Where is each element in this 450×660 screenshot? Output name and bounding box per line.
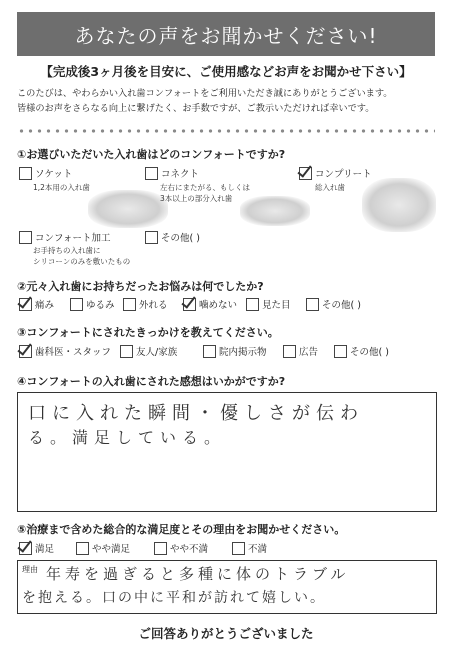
- checkbox[interactable]: [76, 542, 89, 555]
- checkbox[interactable]: [232, 542, 245, 555]
- survey-subtitle: 【完成後3ヶ月後を目安に、ご使用感などお声をお聞かせ下さい】: [40, 64, 412, 79]
- checkbox[interactable]: [19, 231, 32, 244]
- q1-note-complete: 総入れ歯: [315, 183, 345, 192]
- checkbox[interactable]: [145, 231, 158, 244]
- checkbox[interactable]: [203, 345, 216, 358]
- checkbox[interactable]: [120, 345, 133, 358]
- checkbox[interactable]: [334, 345, 347, 358]
- checkbox-checked[interactable]: [19, 345, 32, 358]
- q2-option-other[interactable]: その他( ): [306, 297, 361, 311]
- survey-title-banner: [17, 12, 435, 56]
- checkbox[interactable]: [145, 167, 158, 180]
- dotted-divider: [17, 128, 435, 134]
- checkbox-checked[interactable]: [299, 167, 312, 180]
- complete-denture-photo: [362, 178, 436, 232]
- checkbox[interactable]: [306, 298, 319, 311]
- q5-option-dissatisfied[interactable]: 不満: [232, 541, 267, 555]
- checkbox[interactable]: [123, 298, 136, 311]
- handwritten-reason-line: 年寿を過ぎると多種に体のトラブル: [46, 565, 350, 583]
- checkbox[interactable]: [283, 345, 296, 358]
- socket-denture-photo: [88, 190, 168, 228]
- reason-label: 理由: [22, 565, 38, 574]
- q2-option-loose[interactable]: ゆるみ: [70, 297, 115, 311]
- q1-option-connect[interactable]: コネクト: [145, 166, 199, 180]
- q1-option-comfort-processing[interactable]: コンフォート加工: [19, 230, 111, 244]
- q1-option-socket[interactable]: ソケット: [19, 166, 72, 180]
- handwritten-reason-line: を抱える。口の中に平和が訪れて嬉しい。: [22, 590, 326, 606]
- q3-option-advertisement[interactable]: 広告: [283, 344, 318, 358]
- q1-note-socket: 1,2本用の入れ歯: [33, 183, 90, 192]
- question-5-title: ⑤治療まで含めた総合的な満足度とその理由をお聞かせください。: [17, 523, 346, 536]
- q5-option-satisfied[interactable]: 満足: [19, 541, 54, 555]
- checkbox[interactable]: [154, 542, 167, 555]
- handwritten-answer-line: る。満足している。: [28, 428, 227, 447]
- question-1-title: ①お選びいただいた入れ歯はどのコンフォートですか?: [17, 148, 286, 161]
- checkbox-checked[interactable]: [19, 298, 32, 311]
- q3-option-clinic-poster[interactable]: 院内掲示物: [203, 344, 267, 358]
- question-4-title: ④コンフォートの入れ歯にされた感想はいかがですか?: [17, 375, 286, 388]
- checkbox[interactable]: [70, 298, 83, 311]
- closing-message: ご回答ありがとうございました: [138, 626, 314, 641]
- q1-note-connect: 左右にまたがる、もしくは 3本以上の部分入れ歯: [160, 183, 250, 203]
- q3-option-dentist-staff[interactable]: 歯科医・スタッフ: [19, 344, 111, 358]
- q1-option-complete[interactable]: コンプリート: [299, 166, 372, 180]
- q5-option-somewhat-dissatisfied[interactable]: やや不満: [154, 541, 208, 555]
- q2-option-cannot-chew[interactable]: 噛めない: [183, 297, 237, 311]
- checkbox[interactable]: [19, 167, 32, 180]
- q2-option-falls-out[interactable]: 外れる: [123, 297, 168, 311]
- intro-line: 皆様のお声をさらなる向上に繋げたく、お手数ですが、ご教示いただければ幸いです。: [17, 103, 375, 114]
- connect-denture-photo: [240, 196, 310, 226]
- q3-option-other[interactable]: その他( ): [334, 344, 389, 358]
- q2-option-pain[interactable]: 痛み: [19, 297, 54, 311]
- q5-reason-box[interactable]: [17, 560, 437, 614]
- checkbox-checked[interactable]: [183, 298, 196, 311]
- q1-option-other[interactable]: その他( ): [145, 230, 200, 244]
- checkbox-checked[interactable]: [19, 542, 32, 555]
- question-2-title: ②元々入れ歯にお持ちだったお悩みは何でしたか?: [17, 280, 264, 293]
- intro-text: [17, 86, 437, 116]
- checkbox[interactable]: [246, 298, 259, 311]
- q1-note-comfort-processing: お手持ちの入れ歯に シリコーンのみを敷いたもの: [33, 246, 131, 266]
- question-3-title: ③コンフォートにされたきっかけを教えてください。: [17, 326, 279, 339]
- q5-option-somewhat-satisfied[interactable]: やや満足: [76, 541, 130, 555]
- q2-option-appearance[interactable]: 見た目: [246, 297, 291, 311]
- q3-option-friend-family[interactable]: 友人/家族: [120, 344, 177, 358]
- intro-line: このたびは、やわらかい入れ歯コンフォートをご利用いただき誠にありがとうございます。: [17, 88, 393, 99]
- q4-answer-box[interactable]: [17, 392, 437, 512]
- survey-title: あなたの声をお聞かせください!: [74, 23, 378, 48]
- handwritten-answer-line: 口に入れた瞬間・優しさが伝わ: [28, 403, 364, 424]
